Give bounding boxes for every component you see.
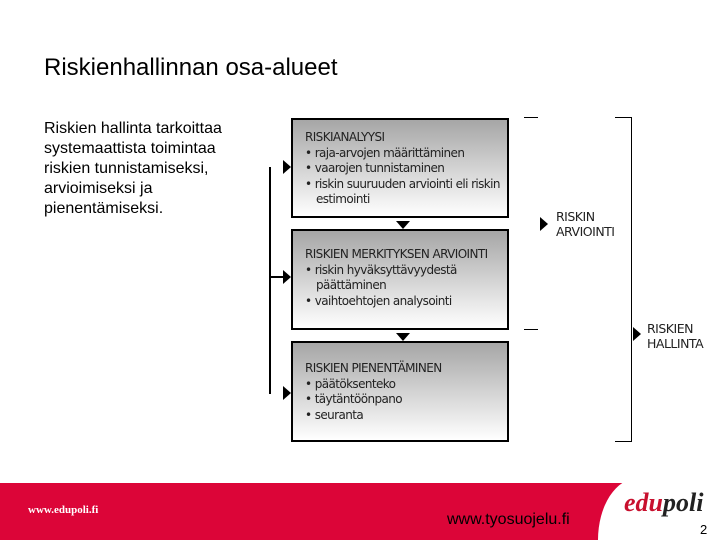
label-line: RISKIEN — [647, 321, 693, 336]
list-item: • riskin hyväksyttävyydestä päättäminen — [305, 263, 507, 294]
arrow-down-icon — [396, 333, 410, 341]
box-merkityksen-arviointi — [291, 229, 509, 330]
list-item: • täytäntöönpano — [305, 392, 507, 408]
list-item: • vaihtoehtojen analysointi — [305, 294, 507, 310]
bracket-tick — [524, 117, 538, 118]
arrow-right-icon — [283, 160, 291, 174]
intro-text: Riskien hallinta tarkoittaa systemaattista toimintaa riskien tunnistamiseksi, arvioimiseksi ja pienentämiseksi. — [44, 120, 222, 217]
list-item: • päätöksenteko — [305, 377, 507, 393]
label-line: HALLINTA — [647, 336, 704, 351]
bracket-line — [631, 117, 632, 441]
arrow-down-icon — [396, 221, 410, 229]
list-item: • riskin suuruuden arviointi eli riskin estimointi — [305, 177, 507, 208]
edupoli-logo — [624, 488, 703, 518]
label-riskin-arviointi — [556, 209, 615, 239]
box-riskianalyysi — [291, 118, 509, 218]
logo-part: edu — [624, 488, 663, 517]
arrow-right-icon — [633, 327, 641, 341]
footer-edupoli-url[interactable]: www.edupoli.fi — [28, 504, 99, 516]
arrow-right-icon — [283, 386, 291, 400]
list-item: • raja-arvojen määrittäminen — [305, 146, 507, 162]
label-riskien-hallinta — [647, 321, 703, 351]
footer-tyosuojelu-url[interactable]: www.tyosuojelu.fi — [447, 511, 570, 528]
label-line: RISKIN — [556, 209, 595, 224]
arrow-right-icon — [540, 217, 548, 231]
box-heading: RISKIEN MERKITYKSEN ARVIOINTI — [305, 247, 488, 261]
box-heading: RISKIEN PIENENTÄMINEN — [305, 361, 442, 375]
arrow-right-icon — [283, 270, 291, 284]
feedback-line — [269, 167, 271, 394]
logo-part: poli — [663, 488, 704, 517]
slide-title: Riskienhallinnan osa-alueet — [44, 54, 338, 81]
list-item: • seuranta — [305, 408, 507, 424]
bracket-tick — [615, 441, 632, 442]
slide-number: 2 — [700, 522, 708, 537]
bracket-tick — [615, 117, 632, 118]
list-item: • vaarojen tunnistaminen — [305, 161, 507, 177]
label-line: ARVIOINTI — [556, 224, 615, 239]
box-heading: RISKIANALYYSI — [305, 130, 385, 144]
bracket-tick — [524, 329, 538, 330]
box-pienentaminen — [291, 341, 509, 442]
